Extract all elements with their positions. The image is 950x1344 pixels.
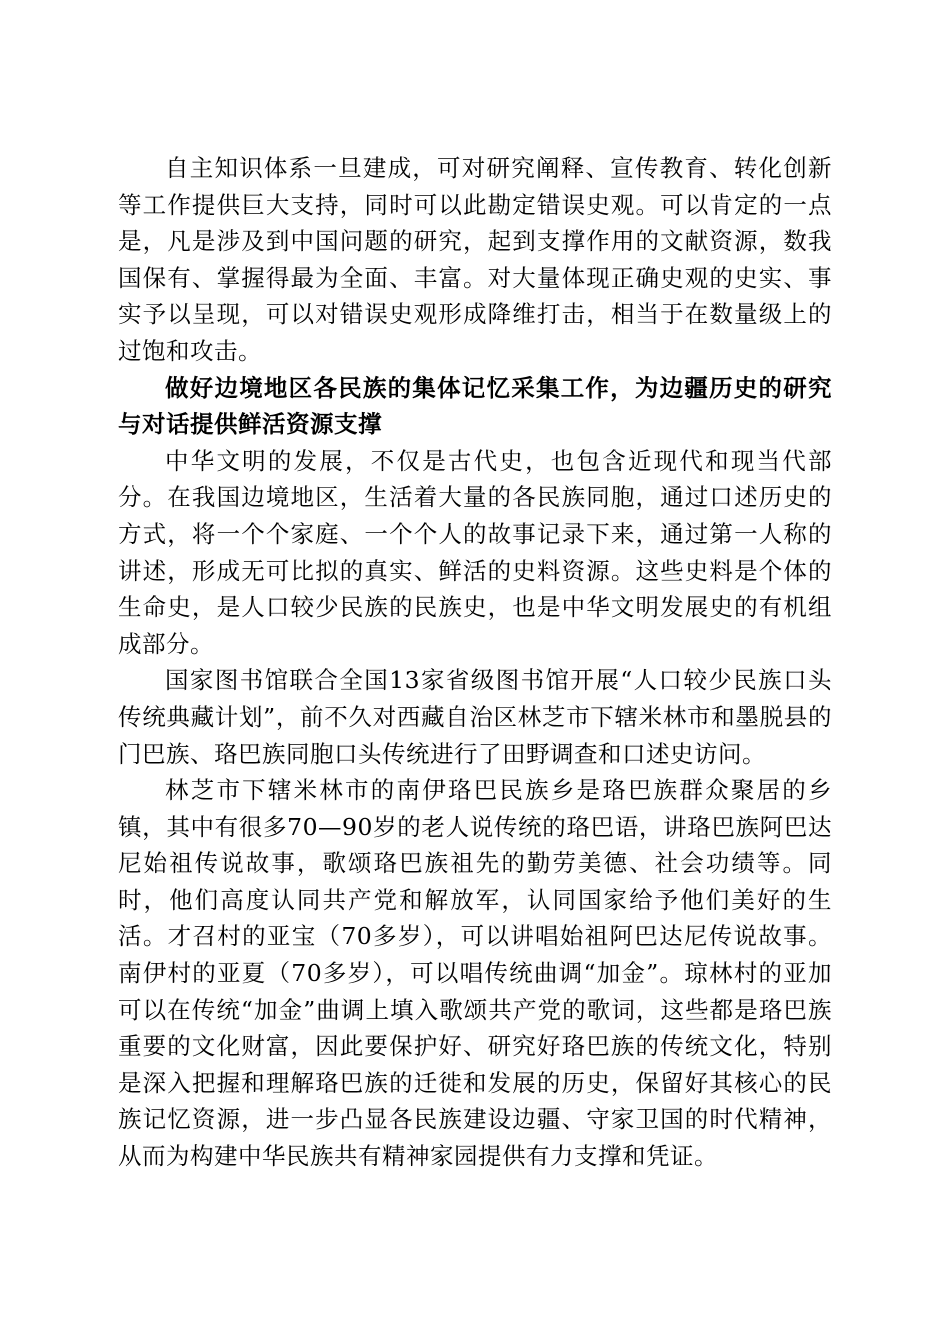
document-page <box>118 150 832 1175</box>
body-paragraph-3: 国家图书馆联合全国13家省级图书馆开展“人口较少民族口头传统典藏计划”，前不久对西藏自治区林芝市下辖米林市和墨脱县的门巴族、珞巴族同胞口头传统进行了田野调查和口述史访问。 <box>118 666 832 768</box>
body-paragraph-2: 中华文明的发展，不仅是古代史，也包含近现代和现当代部分。在我国边境地区，生活着大量的各民族同胞，通过口述历史的方式，将一个个家庭、一个个人的故事记录下来，通过第一人称的讲述，形成无可比拟的真实、鲜活的史料资源。这些史料是个体的生命史，是人口较少民族的民族史，也是中华文明发展史的有机组成部分。 <box>118 446 832 658</box>
body-paragraph-4: 林芝市下辖米林市的南伊珞巴民族乡是珞巴族群众聚居的乡镇，其中有很多70—90岁的老人说传统的珞巴语，讲珞巴族阿巴达尼始祖传说故事，歌颂珞巴族祖先的勤劳美德、社会功绩等。同时，他们高度认同共产党和解放军，认同国家给予他们美好的生活。才召村的亚宝（70多岁），可以讲唱始祖阿巴达尼传说故事。南伊村的亚夏（70多岁），可以唱传统曲调“加金”。琼林村的亚加可以在传统“加金”曲调上填入歌颂共产党的歌词，这些都是珞巴族重要的文化财富，因此要保护好、研究好珞巴族的传统文化，特别是深入把握和理解珞巴族的迁徙和发展的历史，保留好其核心的民族记忆资源，进一步凸显各民族建设边疆、守家卫国的时代精神，从而为构建中华民族共有精神家园提供有力支撑和凭证。 <box>118 776 832 1171</box>
body-paragraph-1: 自主知识体系一旦建成，可对研究阐释、宣传教育、转化创新等工作提供巨大支持，同时可以此勘定错误史观。可以肯定的一点是，凡是涉及到中国问题的研究，起到支撑作用的文献资源，数我国保有、掌握得最为全面、丰富。对大量体现正确史观的史实、事实予以呈现，可以对错误史观形成降维打击，相当于在数量级上的过饱和攻击。 <box>118 154 832 365</box>
section-heading: 做好边境地区各民族的集体记忆采集工作，为边疆历史的研究与对话提供鲜活资源支撑 <box>118 373 832 439</box>
